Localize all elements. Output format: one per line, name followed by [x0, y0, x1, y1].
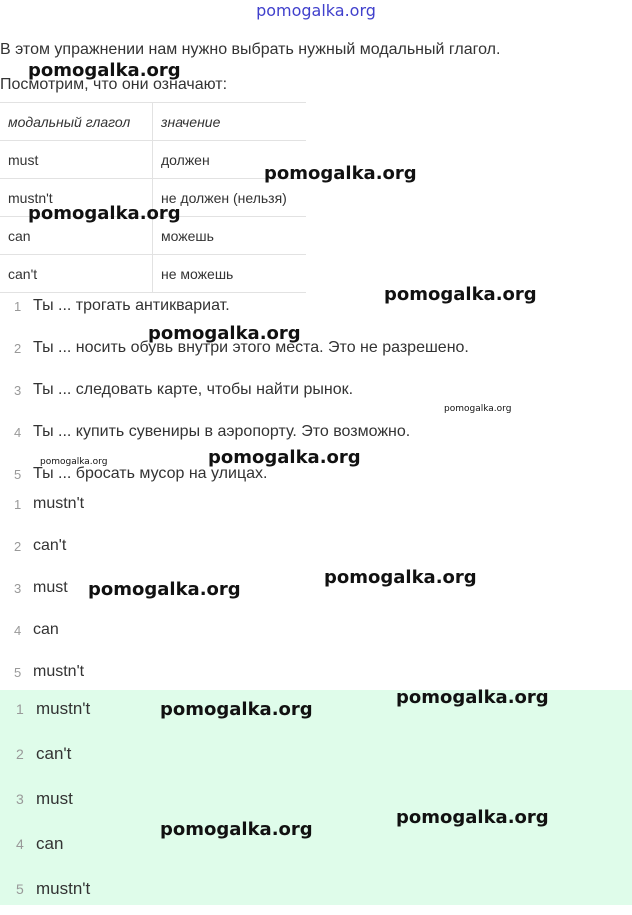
- question-item: [0, 373, 632, 415]
- question-text: Ты ... бросать мусор на улицах.: [33, 465, 268, 482]
- table-cell-verb: must: [0, 141, 153, 179]
- question-item: [0, 289, 632, 331]
- answer-text: mustn't: [33, 495, 85, 512]
- answer-item: [0, 487, 632, 529]
- question-text: Ты ... купить сувениры в аэропорту. Это возможно.: [33, 423, 411, 440]
- watermark: pomogalka.org: [444, 404, 512, 414]
- question-text: Ты ... носить обувь внутри этого места. Это не разрешено.: [33, 339, 469, 356]
- table-row: [0, 141, 306, 179]
- watermark: pomogalka.org: [396, 687, 549, 708]
- intro-subtext: Посмотрим, что они означают:: [0, 76, 228, 93]
- item-number: 1: [14, 299, 22, 314]
- answer-text: must: [33, 579, 68, 596]
- item-number: 4: [16, 836, 24, 852]
- table-cell-meaning: должен: [153, 141, 307, 179]
- item-number: 1: [16, 701, 24, 717]
- table-header-verb: модальный глагол: [0, 103, 153, 141]
- question-item: [0, 331, 632, 373]
- item-number: 5: [14, 665, 22, 680]
- solution-text: mustn't: [36, 879, 91, 898]
- watermark: pomogalka.org: [160, 699, 313, 720]
- watermark: pomogalka.org: [208, 447, 361, 468]
- item-number: 4: [14, 623, 22, 638]
- modal-verbs-table: [0, 102, 306, 293]
- answer-text: mustn't: [33, 663, 85, 680]
- solution-item: [0, 870, 632, 915]
- solution-text: can't: [36, 744, 72, 763]
- table-cell-verb: mustn't: [0, 179, 153, 217]
- solution-text: can: [36, 834, 64, 853]
- answer-item: [0, 529, 632, 571]
- watermark: pomogalka.org: [264, 163, 417, 184]
- answer-text: can't: [33, 537, 67, 554]
- watermark: pomogalka.org: [28, 203, 181, 224]
- item-number: 5: [16, 881, 24, 897]
- item-number: 3: [14, 581, 22, 596]
- table-row: [0, 255, 306, 293]
- table-cell-meaning: не должен (нельзя): [153, 179, 307, 217]
- solution-text: must: [36, 789, 73, 808]
- watermark: pomogalka.org: [28, 60, 181, 81]
- item-number: 2: [14, 341, 22, 356]
- table-cell-verb: can: [0, 217, 153, 255]
- solution-text: mustn't: [36, 699, 91, 718]
- site-header-link[interactable]: pomogalka.org: [256, 1, 376, 20]
- item-number: 5: [14, 467, 22, 482]
- solution-list: [0, 690, 632, 915]
- item-number: 2: [14, 539, 22, 554]
- table-cell-meaning: не можешь: [153, 255, 307, 293]
- solution-item: [0, 735, 632, 780]
- watermark: pomogalka.org: [384, 284, 537, 305]
- watermark: pomogalka.org: [324, 567, 477, 588]
- item-number: 4: [14, 425, 22, 440]
- table-cell-meaning: можешь: [153, 217, 307, 255]
- intro-text: В этом упражнении нам нужно выбрать нужный модальный глагол.: [0, 41, 501, 58]
- table-header-meaning: значение: [153, 103, 307, 141]
- watermark: pomogalka.org: [396, 807, 549, 828]
- table-header-row: [0, 103, 306, 141]
- watermark: pomogalka.org: [40, 457, 108, 467]
- item-number: 3: [14, 383, 22, 398]
- solution-box: [0, 690, 632, 905]
- watermark: pomogalka.org: [160, 819, 313, 840]
- question-text: Ты ... следовать карте, чтобы найти рынок.: [33, 381, 354, 398]
- solution-item: [0, 825, 632, 870]
- answer-text: can: [33, 621, 59, 638]
- item-number: 3: [16, 791, 24, 807]
- question-text: Ты ... трогать антиквариат.: [33, 297, 230, 314]
- watermark: pomogalka.org: [88, 579, 241, 600]
- answer-item: [0, 613, 632, 655]
- watermark: pomogalka.org: [148, 323, 301, 344]
- item-number: 2: [16, 746, 24, 762]
- table-cell-verb: can't: [0, 255, 153, 293]
- item-number: 1: [14, 497, 22, 512]
